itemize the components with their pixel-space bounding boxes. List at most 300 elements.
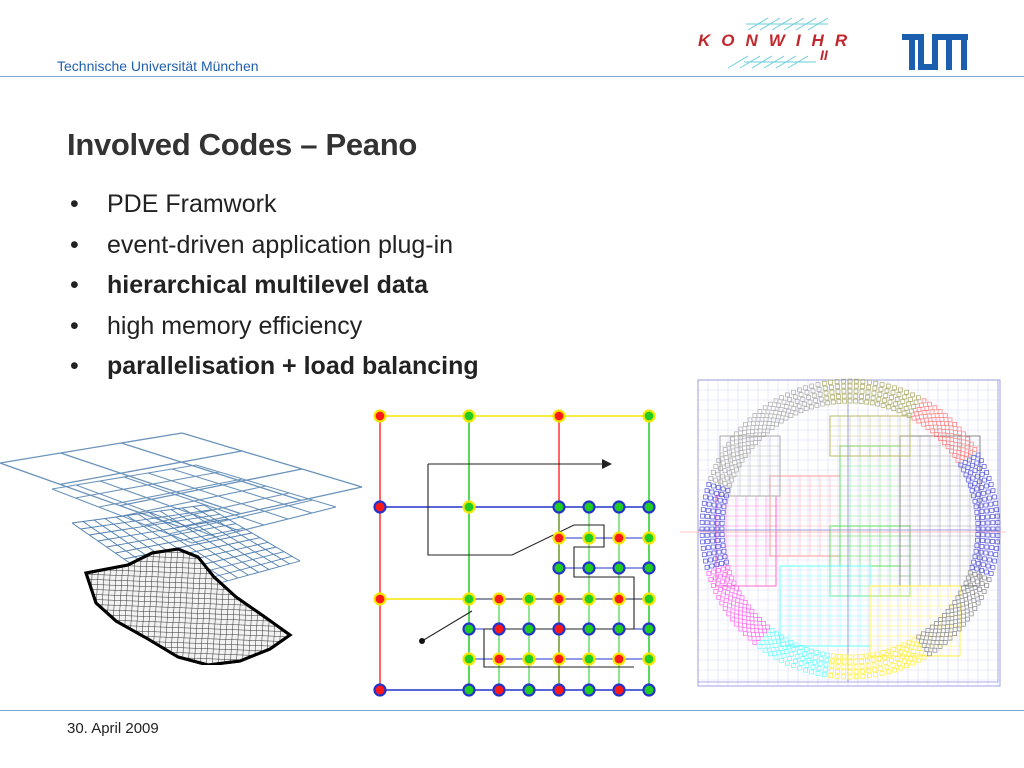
tree-node <box>375 502 386 513</box>
ring-cell <box>782 400 786 404</box>
tree-node <box>464 594 475 605</box>
ring-cell <box>739 451 743 455</box>
tree-node <box>644 624 655 635</box>
ring-cell <box>830 664 834 668</box>
ring-cell <box>992 559 996 563</box>
ring-cell <box>906 402 910 406</box>
ring-cell <box>720 516 724 520</box>
ring-cell <box>932 418 936 422</box>
footer-divider <box>0 710 1024 711</box>
ring-cell <box>899 666 903 670</box>
tree-node <box>614 685 625 696</box>
ring-cell <box>720 601 724 605</box>
ring-cell <box>721 487 725 491</box>
ring-cell <box>774 399 778 403</box>
ring-cell <box>784 416 788 420</box>
ring-cell <box>989 572 993 576</box>
ring-cell <box>895 397 899 401</box>
domain-partition-figure <box>680 376 1006 688</box>
ring-cell <box>909 409 913 413</box>
ring-cell <box>830 390 834 394</box>
ring-cell <box>922 411 926 415</box>
ring-cell <box>870 401 874 405</box>
ring-cell <box>889 395 893 399</box>
tree-node <box>644 594 655 605</box>
ring-cell <box>965 617 969 621</box>
ring-cell <box>922 399 926 403</box>
ring-cell <box>973 447 977 451</box>
ring-cell <box>842 675 846 679</box>
grid-layers-figure <box>0 425 368 665</box>
ring-cell <box>867 385 871 389</box>
ring-cell <box>732 581 736 585</box>
ring-cell <box>722 505 726 509</box>
ring-cell <box>782 654 786 658</box>
ring-cell <box>721 510 725 514</box>
ring-cell <box>981 533 985 537</box>
ring-cell <box>714 464 718 468</box>
tree-node <box>494 685 505 696</box>
ring-cell <box>769 640 773 644</box>
bullet-pde-framework: • PDE Framwork <box>68 190 479 231</box>
ring-cell <box>848 670 852 674</box>
ring-cell <box>803 386 807 390</box>
ring-cell <box>994 501 998 505</box>
ring-cell <box>886 405 890 409</box>
ring-cell <box>790 652 794 656</box>
ring-cell <box>723 482 727 486</box>
ring-cell <box>789 413 793 417</box>
ring-cell <box>808 654 812 658</box>
peano-tree-figure <box>370 405 666 701</box>
tree-node <box>584 502 595 513</box>
ring-cell <box>842 394 846 398</box>
ring-cell <box>779 407 783 411</box>
ring-cell <box>860 395 864 399</box>
ring-cell <box>777 403 781 407</box>
ring-cell <box>795 654 799 658</box>
ring-cell <box>878 392 882 396</box>
ring-cell <box>810 670 814 674</box>
ring-cell <box>742 616 746 620</box>
ring-cell <box>848 389 852 393</box>
ring-cell <box>991 527 995 531</box>
ring-cell <box>814 655 818 659</box>
tree-node <box>614 624 625 635</box>
ring-cell <box>886 670 890 674</box>
ring-cell <box>989 482 993 486</box>
ring-cell <box>807 659 811 663</box>
ring-cell <box>710 527 714 531</box>
ring-cell <box>705 527 709 531</box>
ring-cell <box>711 509 715 513</box>
ring-cell <box>848 384 852 388</box>
ring-cell <box>712 484 716 488</box>
ring-cell <box>985 539 989 543</box>
ring-cell <box>811 665 815 669</box>
ring-cell <box>842 655 846 659</box>
ring-cell <box>879 387 883 391</box>
tree-node <box>524 654 535 665</box>
ring-cell <box>964 581 968 585</box>
ring-cell <box>711 539 715 543</box>
ring-cell <box>990 508 994 512</box>
ring-cell <box>962 586 966 590</box>
ring-cell <box>976 516 980 520</box>
ring-cell <box>717 550 721 554</box>
ring-cell <box>911 661 915 665</box>
ring-cell <box>701 514 705 518</box>
ring-cell <box>733 461 737 465</box>
ring-cell <box>831 654 835 658</box>
bullet-parallelisation: • parallelisation + load balancing <box>68 352 479 393</box>
ring-cell <box>885 665 889 669</box>
ring-cell <box>848 665 852 669</box>
ring-cell <box>848 675 852 679</box>
tree-node <box>494 654 505 665</box>
ring-cell <box>848 660 852 664</box>
tree-node <box>644 533 655 544</box>
ring-cell <box>700 527 704 531</box>
tree-node <box>614 502 625 513</box>
ring-cell <box>767 421 771 425</box>
ring-cell <box>848 394 852 398</box>
ring-cell <box>726 591 730 595</box>
grid-layer <box>0 433 362 527</box>
ring-cell <box>725 476 729 480</box>
ring-cell <box>717 595 721 599</box>
ring-cell <box>772 636 776 640</box>
tree-node <box>554 533 565 544</box>
ring-cell <box>991 489 995 493</box>
ring-cell <box>819 397 823 401</box>
ring-cell <box>817 387 821 391</box>
ring-cell <box>842 660 846 664</box>
ring-cell <box>922 643 926 647</box>
ring-cell <box>897 661 901 665</box>
ring-cell <box>716 568 720 572</box>
ring-cell <box>739 603 743 607</box>
ring-cell <box>867 669 871 673</box>
ring-cell <box>753 414 757 418</box>
ring-cell <box>746 605 750 609</box>
ring-cell <box>897 409 901 413</box>
ring-cell <box>720 561 724 565</box>
ring-cell <box>731 609 735 613</box>
ring-cell <box>891 663 895 667</box>
ring-cell <box>854 655 858 659</box>
ring-cell <box>790 402 794 406</box>
ring-cell <box>981 563 985 567</box>
ring-cell <box>831 400 835 404</box>
ring-cell <box>950 442 954 446</box>
ring-cell <box>880 671 884 675</box>
ring-cell <box>738 619 742 623</box>
tree-node <box>554 594 565 605</box>
ring-cell <box>761 414 765 418</box>
ring-cell <box>726 463 730 467</box>
ring-cell <box>935 414 939 418</box>
ring-cell <box>961 606 965 610</box>
ring-cell <box>961 622 965 626</box>
tree-node <box>554 624 565 635</box>
ring-cell <box>981 527 985 531</box>
ring-cell <box>742 446 746 450</box>
ring-cell <box>723 447 727 451</box>
tree-node <box>614 654 625 665</box>
ring-cell <box>824 663 828 667</box>
ring-cell <box>763 406 767 410</box>
tum-logo <box>902 34 968 70</box>
ring-cell <box>848 399 852 403</box>
ring-cell <box>972 560 976 564</box>
ring-cell <box>903 395 907 399</box>
tree-node <box>464 411 475 422</box>
konwihr-logo-numeral: II <box>820 47 828 63</box>
ring-cell <box>904 648 908 652</box>
ring-cell <box>888 400 892 404</box>
ring-cell <box>882 399 886 403</box>
ring-cell <box>770 425 774 429</box>
ring-cell <box>728 596 732 600</box>
tree-node <box>494 624 505 635</box>
ring-cell <box>972 599 976 603</box>
ring-cell <box>980 472 984 476</box>
ring-cell <box>917 407 921 411</box>
ring-cell <box>920 403 924 407</box>
ring-cell <box>718 556 722 560</box>
header-divider <box>0 76 1024 77</box>
tree-node <box>644 563 655 574</box>
ring-cell <box>975 510 979 514</box>
ring-cell <box>965 609 969 613</box>
ring-cell <box>771 648 775 652</box>
ring-cell <box>808 400 812 404</box>
ring-cell <box>702 501 706 505</box>
ring-cell <box>842 670 846 674</box>
ring-cell <box>829 380 833 384</box>
ring-cell <box>899 650 903 654</box>
ring-cell <box>768 402 772 406</box>
ring-cell <box>990 515 994 519</box>
ring-cell <box>787 409 791 413</box>
ring-cell <box>829 674 833 678</box>
tree-node <box>464 654 475 665</box>
ring-cell <box>914 400 918 404</box>
ring-cell <box>973 469 977 473</box>
ring-cell <box>880 383 884 387</box>
ring-cell <box>818 662 822 666</box>
ring-cell <box>730 588 734 592</box>
tree-node <box>584 594 595 605</box>
ring-cell <box>911 393 915 397</box>
ring-cell <box>700 533 704 537</box>
ring-cell <box>739 443 743 447</box>
ring-cell <box>794 411 798 415</box>
ring-cell <box>964 473 968 477</box>
ring-cell <box>854 660 858 664</box>
tree-node <box>464 502 475 513</box>
ring-cell <box>930 410 934 414</box>
ring-cell <box>820 402 824 406</box>
tree-node <box>375 685 386 696</box>
ring-cell <box>721 461 725 465</box>
ring-cell <box>807 395 811 399</box>
ring-cell <box>733 594 737 598</box>
ring-cell <box>784 405 788 409</box>
tree-node <box>644 502 655 513</box>
ring-cell <box>789 641 793 645</box>
ring-cell <box>921 632 925 636</box>
ring-cell <box>970 489 974 493</box>
ring-cell <box>711 515 715 519</box>
ring-cell <box>829 385 833 389</box>
ring-cell <box>984 551 988 555</box>
tree-node <box>644 411 655 422</box>
ring-cell <box>710 490 714 494</box>
tree-node <box>614 533 625 544</box>
ring-cell <box>973 555 977 559</box>
ring-cell <box>970 463 974 467</box>
ring-cell <box>774 411 778 415</box>
ring-cell <box>810 384 814 388</box>
ring-cell <box>874 673 878 677</box>
ring-cell <box>712 570 716 574</box>
ring-cell <box>933 425 937 429</box>
ring-cell <box>740 596 744 600</box>
konwihr-logo-text: KONWIHR <box>698 31 859 50</box>
ring-cell <box>970 591 974 595</box>
ring-cell <box>704 559 708 563</box>
ring-cell <box>820 652 824 656</box>
tree-node <box>644 654 655 665</box>
ring-cell <box>721 567 725 571</box>
ring-cell <box>720 527 724 531</box>
ring-cell <box>873 386 877 390</box>
ring-cell <box>812 660 816 664</box>
bullet-memory-efficiency: • high memory efficiency <box>68 312 479 353</box>
ring-cell <box>912 405 916 409</box>
ring-cell <box>704 495 708 499</box>
ring-cell <box>707 572 711 576</box>
tree-node <box>554 654 565 665</box>
ring-cell <box>731 437 735 441</box>
ring-cell <box>919 415 923 419</box>
ring-cell <box>943 640 947 644</box>
ring-cell <box>953 600 957 604</box>
ring-cell <box>961 440 965 444</box>
ring-cell <box>963 461 967 465</box>
ring-cell <box>713 497 717 501</box>
ring-cell <box>973 482 977 486</box>
ring-cell <box>861 674 865 678</box>
ring-cell <box>985 515 989 519</box>
ring-cell <box>718 587 722 591</box>
ring-cell <box>822 673 826 677</box>
ring-cell <box>930 625 934 629</box>
ring-cell <box>731 617 735 621</box>
ring-cell <box>812 394 816 398</box>
ring-cell <box>705 521 709 525</box>
ring-cell <box>921 422 925 426</box>
ring-cell <box>990 546 994 550</box>
ring-cell <box>759 633 763 637</box>
ring-cell <box>961 614 965 618</box>
ring-cell <box>831 395 835 399</box>
ring-cell <box>769 414 773 418</box>
ring-cell <box>980 539 984 543</box>
ring-cell <box>777 651 781 655</box>
ring-cell <box>995 540 999 544</box>
ring-cell <box>893 402 897 406</box>
ring-cell <box>767 633 771 637</box>
ring-cell <box>992 495 996 499</box>
ring-cell <box>878 662 882 666</box>
ring-cell <box>799 661 803 665</box>
ring-cell <box>706 515 710 519</box>
ring-cell <box>720 521 724 525</box>
ring-cell <box>854 394 858 398</box>
ring-cell <box>965 445 969 449</box>
ring-cell <box>893 386 897 390</box>
tree-node <box>584 654 595 665</box>
ring-cell <box>969 604 973 608</box>
tree-node <box>524 685 535 696</box>
ring-cell <box>954 446 958 450</box>
ring-cell <box>721 593 725 597</box>
ring-cell <box>989 552 993 556</box>
ring-cell <box>705 489 709 493</box>
ring-cell <box>982 576 986 580</box>
ring-cell <box>971 476 975 480</box>
ring-cell <box>779 419 783 423</box>
footer-date: 30. April 2009 <box>67 720 159 737</box>
konwihr-logo <box>688 10 884 72</box>
ring-cell <box>730 576 734 580</box>
ring-cell <box>981 521 985 525</box>
ring-cell <box>980 582 984 586</box>
ring-cell <box>994 553 998 557</box>
ring-cell <box>700 521 704 525</box>
ring-cell <box>753 640 757 644</box>
ring-cell <box>829 669 833 673</box>
ring-cell <box>764 418 768 422</box>
ring-cell <box>865 659 869 663</box>
ring-cell <box>987 578 991 582</box>
ring-cell <box>974 505 978 509</box>
ring-cell <box>782 412 786 416</box>
ring-cell <box>854 670 858 674</box>
ring-cell <box>743 454 747 458</box>
ring-cell <box>892 647 896 651</box>
ring-cell <box>710 533 714 537</box>
ring-cell <box>774 655 778 659</box>
ring-cell <box>854 384 858 388</box>
ring-cell <box>791 664 795 668</box>
ring-cell <box>758 644 762 648</box>
ring-cell <box>732 473 736 477</box>
ring-cell <box>785 393 789 397</box>
ring-cell <box>724 599 728 603</box>
ring-cell <box>836 385 840 389</box>
ring-cell <box>917 419 921 423</box>
ring-cell <box>842 384 846 388</box>
ring-cell <box>768 652 772 656</box>
ring-cell <box>860 385 864 389</box>
tree-node <box>524 594 535 605</box>
ring-cell <box>814 399 818 403</box>
ring-cell <box>728 571 732 575</box>
